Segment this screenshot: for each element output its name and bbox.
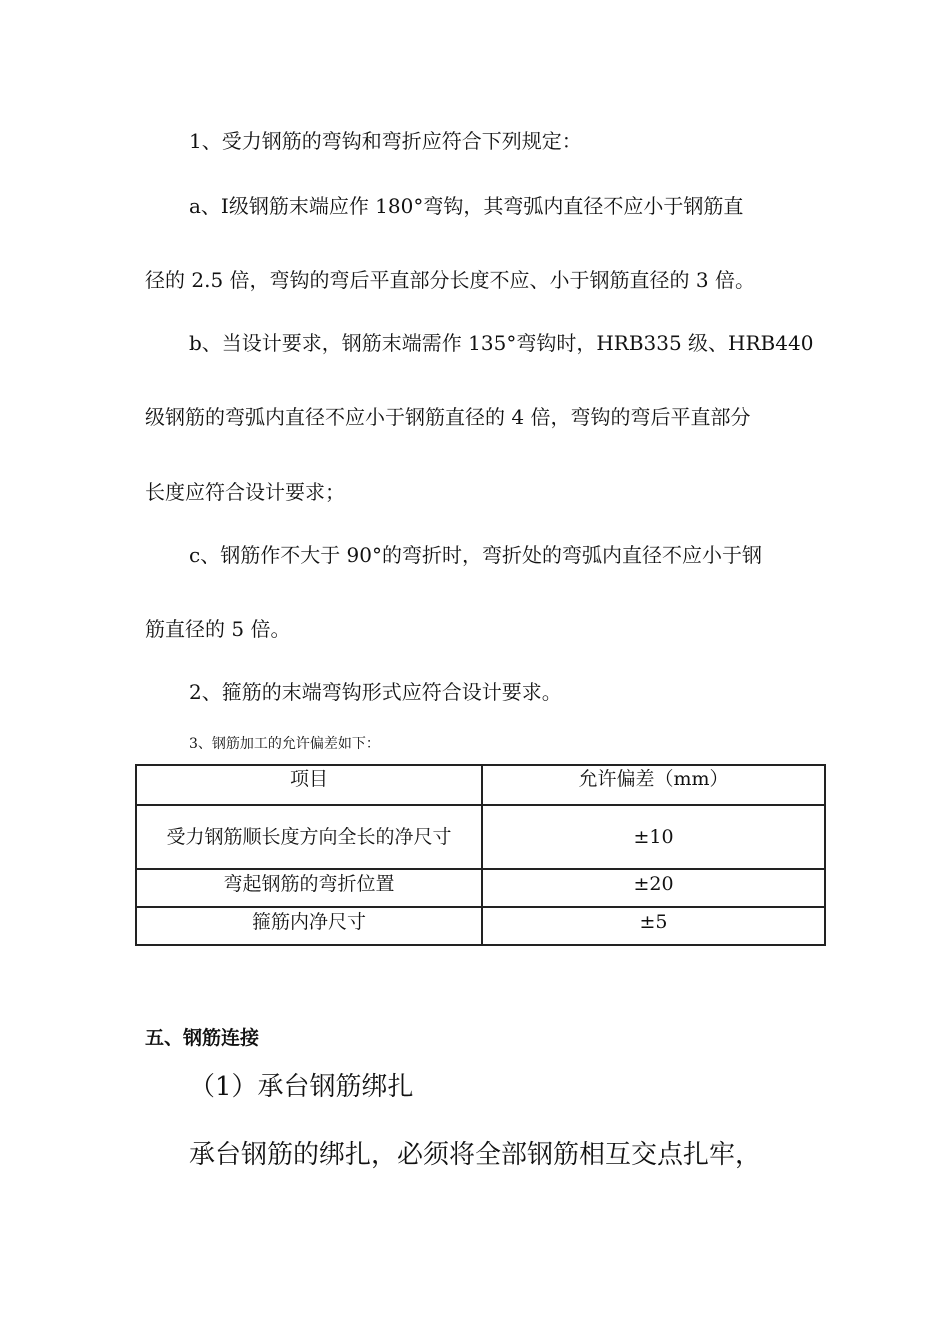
table-cell (482, 869, 825, 907)
header-tolerance-label: 允许偏差（mm） (578, 768, 729, 790)
section-paragraph: 承台钢筋的绑扎，必须将全部钢筋相互交点扎牢， (189, 1140, 762, 1170)
table-row (136, 805, 825, 869)
rule-b-line-3: 长度应符合设计要求； (145, 480, 345, 504)
row-tolerance-value: ±5 (639, 911, 668, 933)
table-header-cell (482, 765, 825, 805)
rule-c-line-2: 筋直径的 5 倍。 (145, 617, 291, 641)
rule-a-line-2: 径的 2.5 倍，弯钩的弯后平直部分长度不应、小于钢筋直径的 3 倍。 (145, 268, 755, 292)
table-row (136, 869, 825, 907)
rule-item-1: 1、受力钢筋的弯钩和弯折应符合下列规定： (189, 129, 582, 153)
rule-a-line-1: a、Ⅰ级钢筋末端应作 180°弯钩，其弯弧内直径不应小于钢筋直 (189, 194, 744, 218)
table-cell (482, 907, 825, 945)
row-tolerance-value: ±20 (633, 873, 674, 895)
table-row (136, 907, 825, 945)
rule-b-line-2: 级钢筋的弯弧内直径不应小于钢筋直径的 4 倍，弯钩的弯后平直部分 (145, 405, 751, 429)
table-cell (136, 869, 482, 907)
table-cell (136, 805, 482, 869)
rule-item-3: 3、钢筋加工的允许偏差如下： (189, 736, 380, 752)
rule-b-line-1: b、当设计要求，钢筋末端需作 135°弯钩时，HRB335 级、HRB440 (189, 331, 814, 355)
table-cell (136, 907, 482, 945)
row-item-text: 箍筋内净尺寸 (251, 911, 366, 933)
header-item-label: 项目 (289, 768, 328, 790)
table-header-cell (136, 765, 482, 805)
rule-item-2: 2、箍筋的末端弯钩形式应符合设计要求。 (189, 680, 562, 704)
row-item-text: 弯起钢筋的弯折位置 (223, 873, 395, 895)
tolerance-table (135, 764, 826, 946)
row-tolerance-value: ±10 (633, 826, 674, 848)
table-header-row (136, 765, 825, 805)
section-heading: 五、钢筋连接 (145, 1027, 260, 1049)
section-subheading: （1）承台钢筋绑扎 (189, 1072, 414, 1102)
rule-c-line-1: c、钢筋作不大于 90°的弯折时，弯折处的弯弧内直径不应小于钢 (189, 543, 763, 567)
table-cell (482, 805, 825, 869)
row-item-text: 受力钢筋顺长度方向全长的净尺寸 (166, 826, 452, 848)
